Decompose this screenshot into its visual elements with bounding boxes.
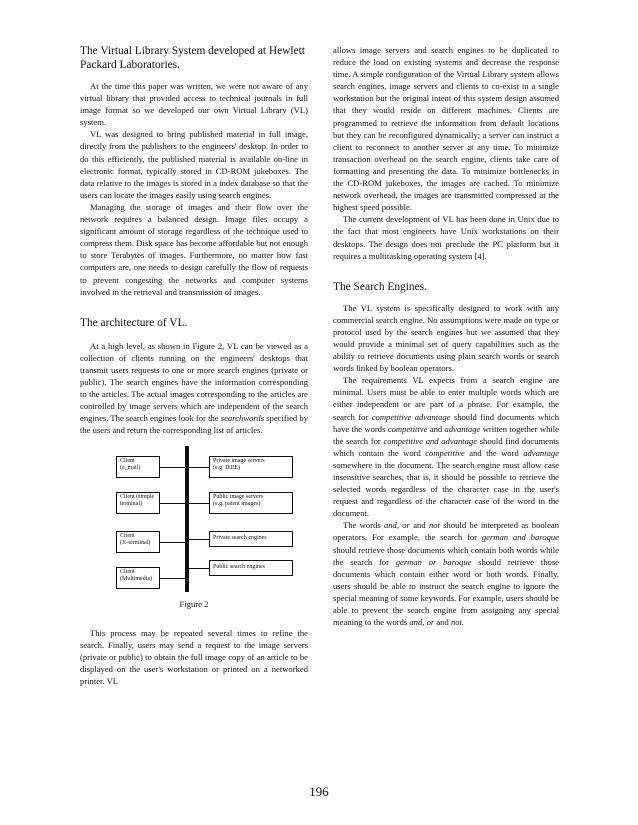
client-box-simple-terminal: Client (simple terminal) <box>116 492 160 514</box>
connector <box>160 578 185 579</box>
section-heading-architecture: The architecture of VL. <box>80 316 188 329</box>
server-box-public-image: Public image servers (e.g. patent images) <box>209 492 293 514</box>
paragraph: VL was designed to bring published material in full image, directly from the publishers to the engineers' desktop. In order to do this efficiently, the published material is available on-line in electronic format, typically stored in CD-ROM jukeboxes. The data relative to the images is stored in a index database so that the users can locate the images easily using search engines. <box>80 129 308 200</box>
section-heading-vl-system: The Virtual Library System developed at Hewlett Packard Laboratories. <box>80 45 305 71</box>
figure-caption: Figure 2 <box>179 599 209 610</box>
connector <box>160 467 185 468</box>
figure-2-diagram <box>80 446 308 594</box>
page-number: 196 <box>309 784 329 799</box>
connector <box>189 503 209 504</box>
client-box-multimedia: Client (Multimedia) <box>116 567 160 589</box>
server-box-public-search: Public search engines <box>209 560 293 576</box>
right-column <box>333 44 559 628</box>
paragraph: allows image servers and search engines to be duplicated to reduce the load on existing systems and decrease the response time. A simple configuration of the Virtual Library system allows search engines, image servers and clients to co-exist in a single workstation but the original intent of this system design assumed that they would reside on different machines. Clients are programmed to retrieve the information from default locations but they can be reconfigured dynamically; a server can instruct a client to reconnect to another server at any time. To minimize transaction overhead on the search engine, clients take care of formatting and presenting the data. To minimize bottlenecks in the CD-ROM jukeboxes, the images are cached. To minimize network overhead, the images are transmitted compressed at the highest speed possible. <box>333 45 559 213</box>
paragraph: The requirements VL expects from a search engine are minimal. Users must be able to enter multiple words which are either independent or are part of a phrase. For example, the search for competitive advantage should find documents which have the words competitive and advantage written together while the search for competitive and advantage should find documents which contain the word competitive and the word advantage somewhere in the document. The search engine must allow case insensitive searches, that is, it should be possible to retrieve the selected words regardless of the character case in the user's request and regardless of the character case of the word in the document. <box>333 375 559 519</box>
connector <box>189 539 209 540</box>
connector <box>189 467 209 468</box>
connector <box>189 568 209 569</box>
section-heading-search-engines: The Search Engines. <box>333 280 427 293</box>
server-box-private-image: Private image servers (e.g. IEEE) <box>209 456 293 478</box>
paragraph: The current development of VL has been done in Unix due to the fact that most engineers have Unix workstations on their desktops. The design does not preclude the PC platform but it requires a multitasking operating system [4]. <box>333 214 559 261</box>
paragraph: The VL system is specifically designed to work with any commercial search engine. No assumptions were made on type or protocol used by the search engines but we assumed that they would provide a minimal set of query capabilities such as the ability to retrieve documents using plain search words or search words linked by boolean operators. <box>333 302 559 374</box>
connector <box>160 503 185 504</box>
paragraph: The words and, or and not should be interpreted as boolean operators. For example, the search for german and baroque should retrieve those documents which contain both words while the search for german or baroque should retrieve those documents which contain either word or both words. Finally, users should be able to instruct the search engine to ignore the special meaning of some keywords. For example, users should be able to prevent the search engine from assigning any special meaning to the words and, or and not. <box>333 520 559 628</box>
client-box-x-terminal: Client (X-terminal) <box>116 531 160 553</box>
left-column <box>80 44 308 687</box>
paragraph: At a high level, as shown in Figure 2, VL can be viewed as a collection of clients running on the engineers' desktops that transmit users requests to one or more search engines (private or public). The search engines have the information corresponding to the articles. The actual images corresponding to the articles are controlled by image servers which are independent of the search engines. The search engines look for the searchwords specified by the users and return the corresponding list of articles. <box>80 340 308 436</box>
connector <box>160 542 185 543</box>
paragraph: This process may be repeated several times to refine the search. Finally, users may send a request to the image servers (private or public) to obtain the full image copy of an article to be displayed on the user's workstation or printed on a networked printer. VL <box>80 627 308 686</box>
paragraph: At the time this paper was written, we were not aware of any virtual library that provided access to technical journals in full image format so we developed our own Virtual Library (VL) system. <box>80 81 308 128</box>
paragraph: Managing the storage of images and their flow over the network requires a balanced design. Image files occupy a significant amount of storage regardless of the technique used to compress them. Disk space has become affordable but not enough to store Terabytes of images. Furthermore, no matter how fast computers are, one needs to design carefully the flow of requests to prevent congesting the networks and computer systems involved in the retrieval and transmission of images. <box>80 201 308 297</box>
server-box-private-search: Private search engines <box>209 531 293 547</box>
client-box-email: Client (e_mail) <box>116 456 160 478</box>
